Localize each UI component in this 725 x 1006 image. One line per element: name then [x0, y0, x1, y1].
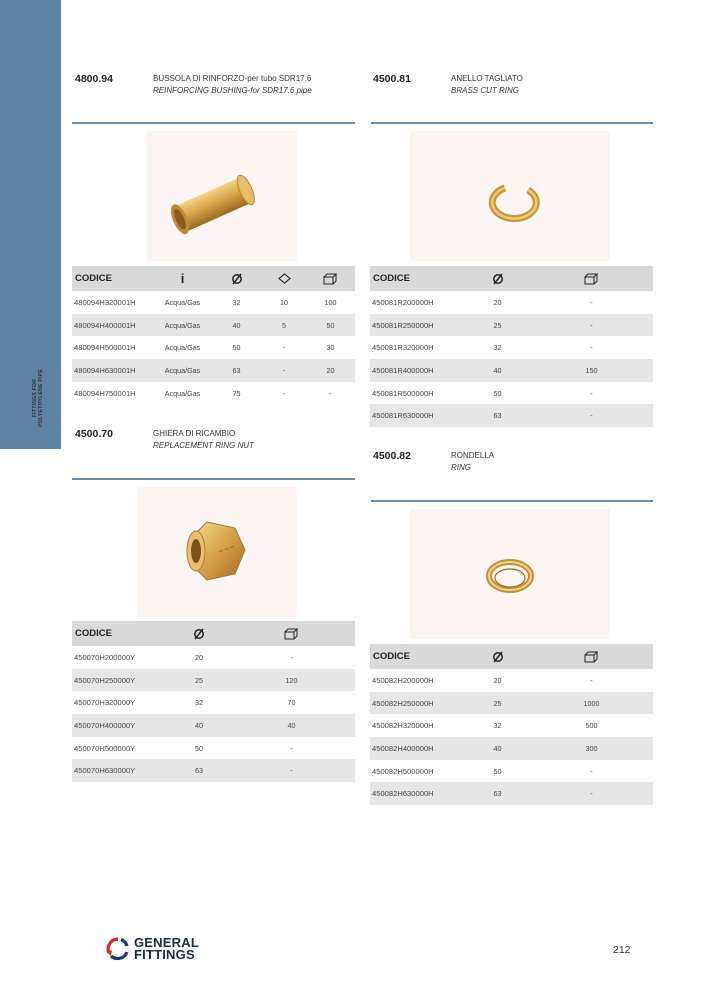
table-row	[370, 737, 653, 760]
cell-code: 480094H400001H	[72, 314, 154, 337]
desc-en: REINFORCING BUSHING-for SDR17.6 pipe	[153, 85, 312, 95]
company-logo	[105, 936, 199, 962]
cell-diameter: 63	[465, 404, 530, 427]
cell-code: 450082H400000H	[370, 737, 465, 760]
cell-diameter: 63	[465, 782, 530, 805]
product-image-ring	[410, 506, 620, 642]
cell-pieces: -	[262, 359, 306, 382]
table-header-row	[370, 644, 653, 669]
side-label-line1: FITTINGS FOR	[32, 378, 38, 418]
box-header	[306, 266, 355, 291]
table-row	[72, 737, 355, 760]
table-row	[72, 336, 355, 359]
cell-box: -	[530, 782, 653, 805]
cell-box: 300	[530, 737, 653, 760]
cell-code: 450082H500000H	[372, 766, 434, 776]
cell-use: Acqua/Gas	[164, 388, 201, 398]
codice-header: CODICE	[370, 644, 465, 669]
cell-use: Acqua/Gas	[164, 343, 201, 353]
desc-en: BRASS CUT RING	[451, 85, 520, 95]
cell-box: -	[290, 652, 293, 662]
box-icon	[284, 628, 299, 640]
box-icon	[323, 273, 338, 285]
table-row	[370, 714, 653, 737]
cell-diameter: 75	[232, 388, 241, 398]
cell-code: 450070H500000Y	[74, 743, 136, 753]
product-table-450081	[370, 266, 653, 427]
cell-diameter: 40	[211, 314, 262, 337]
cell-code: 450082H630000H	[370, 782, 465, 805]
cell-diameter: 40	[465, 359, 530, 382]
cell-code: 450081R200000H	[372, 297, 434, 307]
product-description-480094	[153, 73, 312, 96]
cell-box: -	[329, 388, 332, 398]
piece-header	[262, 266, 306, 291]
table-row	[72, 759, 355, 782]
cell-code: 450081R500000H	[372, 388, 434, 398]
diameter-header	[170, 621, 228, 646]
table-row	[370, 336, 653, 359]
cell-diameter: 40	[170, 714, 228, 737]
desc-it: GHIERA DI RICAMBIO	[153, 429, 236, 438]
cell-box: -	[590, 675, 593, 685]
section-rule	[72, 122, 355, 124]
logo-text-line1: GENERAL	[134, 935, 199, 950]
codice-header: CODICE	[370, 266, 465, 291]
cell-box: 500	[585, 721, 598, 731]
table-row	[370, 692, 653, 715]
cell-box: -	[590, 388, 593, 398]
desc-it: BUSSOLA DI RINFORZO-per tubo SDR17.6	[153, 74, 312, 83]
product-code-450081: 4500.81	[373, 73, 411, 85]
cell-use: Acqua/Gas	[154, 359, 211, 382]
table-row	[370, 669, 653, 692]
cell-use: Acqua/Gas	[164, 297, 201, 307]
diameter-icon	[193, 628, 205, 640]
cell-box: 30	[326, 343, 335, 353]
cell-diameter: 32	[195, 698, 203, 708]
info-icon: i	[180, 271, 185, 286]
logo-mark-icon	[105, 936, 131, 962]
logo-text-line2: FITTINGS	[134, 947, 195, 962]
cell-diameter: 32	[493, 721, 502, 731]
info-header	[154, 266, 211, 291]
table-row	[72, 714, 355, 737]
cell-code: 450070H320000Y	[74, 698, 136, 708]
table-row	[72, 382, 355, 405]
cell-pieces: -	[282, 343, 286, 353]
product-description-450082	[451, 450, 494, 473]
table-row	[370, 404, 653, 427]
cell-box: 120	[228, 669, 355, 692]
product-code-480094: 4800.94	[75, 73, 113, 85]
product-table-450082	[370, 644, 653, 805]
table-row	[370, 291, 653, 314]
desc-it: RONDELLA	[451, 451, 495, 460]
cell-diameter: 25	[465, 314, 530, 337]
product-code-450082: 4500.82	[373, 450, 411, 462]
table-header-row	[72, 621, 355, 646]
section-rule	[371, 500, 653, 502]
cell-diameter: 32	[493, 343, 502, 353]
table-row	[370, 760, 653, 783]
product-table-450070	[72, 621, 355, 782]
cell-code: 450082H250000H	[370, 692, 465, 715]
cell-code: 480094H500001H	[74, 343, 136, 353]
diameter-header	[211, 266, 262, 291]
box-header	[530, 266, 653, 291]
cell-diameter: 40	[465, 737, 530, 760]
table-row	[72, 359, 355, 382]
cell-diameter: 63	[170, 759, 228, 782]
box-icon	[584, 273, 599, 285]
cell-diameter: 20	[195, 652, 203, 662]
product-image-brass-cut-ring	[410, 128, 620, 264]
page-number: 212	[613, 944, 631, 956]
cell-diameter: 50	[493, 766, 502, 776]
cell-box: -	[228, 759, 355, 782]
cell-box: -	[590, 343, 593, 353]
cell-box: -	[590, 297, 593, 307]
cell-code: 450070H250000Y	[72, 669, 170, 692]
cell-diameter: 32	[232, 297, 241, 307]
side-category-label	[32, 338, 44, 458]
cell-code: 450081R320000H	[372, 343, 434, 353]
cell-diameter: 20	[493, 675, 502, 685]
cell-box: 70	[287, 698, 296, 708]
table-row	[72, 291, 355, 314]
table-row	[370, 782, 653, 805]
box-icon	[584, 651, 599, 663]
cell-box: -	[290, 743, 293, 753]
table-row	[72, 669, 355, 692]
table-row	[72, 314, 355, 337]
cell-code: 480094H630001H	[72, 359, 154, 382]
cell-box: -	[590, 766, 593, 776]
section-rule	[371, 122, 653, 124]
product-description-450081	[451, 73, 523, 96]
cell-code: 450081R250000H	[370, 314, 465, 337]
cell-code: 450070H200000Y	[74, 652, 136, 662]
cell-diameter: 50	[195, 743, 203, 753]
cell-box: -	[530, 404, 653, 427]
desc-it: ANELLO TAGLIATO	[451, 74, 523, 83]
cell-code: 480094H750001H	[74, 388, 136, 398]
cell-box: 50	[306, 314, 355, 337]
cell-pieces: 10	[280, 297, 288, 307]
cell-code: 450070H630000Y	[72, 759, 170, 782]
diameter-icon	[231, 273, 243, 285]
table-row	[370, 314, 653, 337]
cell-diameter: 25	[465, 692, 530, 715]
cell-code: 450081R400000H	[370, 359, 465, 382]
diameter-header	[465, 644, 530, 669]
table-header-row	[72, 266, 355, 291]
cell-code: 450082H320000H	[372, 721, 434, 731]
product-image-reinforcing-bushing	[107, 128, 317, 264]
cell-box: 40	[228, 714, 355, 737]
box-header	[530, 644, 653, 669]
desc-en: RING	[451, 462, 471, 472]
diameter-icon	[492, 273, 504, 285]
product-image-replacement-ring-nut	[107, 484, 317, 620]
diameter-header	[465, 266, 530, 291]
table-row	[72, 691, 355, 714]
product-code-450070: 4500.70	[75, 428, 113, 440]
desc-en: REPLACEMENT RING NUT	[153, 440, 254, 450]
cell-code: 450081R630000H	[370, 404, 465, 427]
cell-box: -	[530, 314, 653, 337]
cell-box: 150	[530, 359, 653, 382]
box-header	[228, 621, 355, 646]
cell-diameter: 20	[493, 297, 502, 307]
cell-box: 1000	[530, 692, 653, 715]
table-row	[370, 359, 653, 382]
cell-box: 20	[306, 359, 355, 382]
svg-text:~~~: ~~~	[216, 542, 237, 556]
cell-use: Acqua/Gas	[154, 314, 211, 337]
section-rule	[72, 478, 355, 480]
cell-pieces: 5	[262, 314, 306, 337]
table-row	[370, 382, 653, 405]
product-table-480094	[72, 266, 355, 404]
codice-header: CODICE	[72, 621, 170, 646]
cell-box: 100	[324, 297, 337, 307]
product-description-450070	[153, 428, 254, 451]
side-label-line2: POLYETHYLENE PIPE	[38, 369, 44, 427]
cell-diameter: 50	[493, 388, 502, 398]
cell-diameter: 50	[232, 343, 241, 353]
cell-code: 450082H200000H	[372, 675, 434, 685]
cell-code: 450070H400000Y	[72, 714, 170, 737]
table-row	[72, 646, 355, 669]
cell-diameter: 25	[170, 669, 228, 692]
codice-header: CODICE	[72, 266, 154, 291]
table-header-row	[370, 266, 653, 291]
cell-diameter: 63	[211, 359, 262, 382]
diameter-icon	[492, 651, 504, 663]
piece-icon	[278, 273, 291, 284]
side-band	[0, 0, 61, 449]
cell-pieces: -	[282, 388, 286, 398]
cell-code: 480094H320001H	[74, 297, 136, 307]
